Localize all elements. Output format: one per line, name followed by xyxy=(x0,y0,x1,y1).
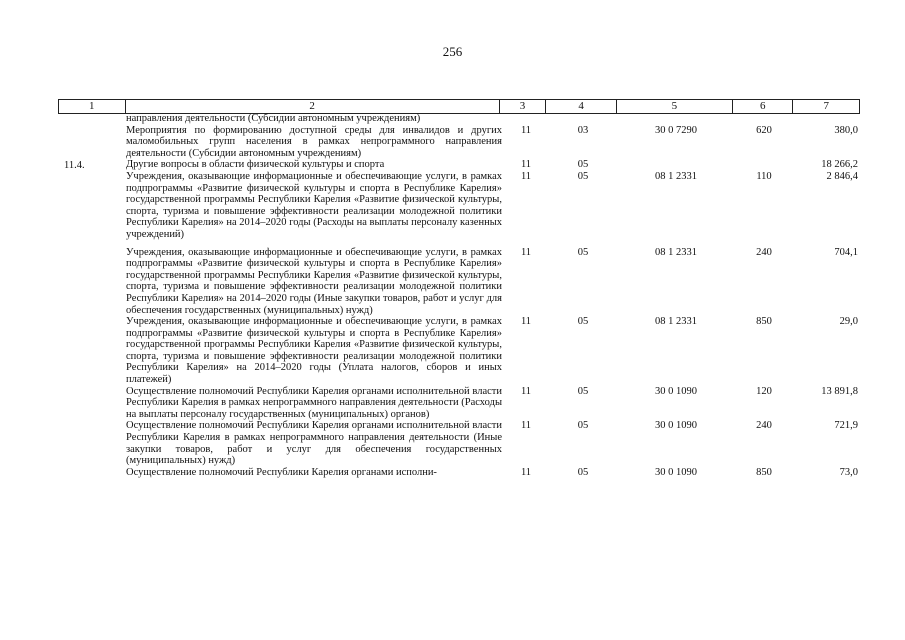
row-target-article: 30 0 7290 xyxy=(655,124,697,136)
row-expense-type: 240 xyxy=(756,246,772,258)
row-number xyxy=(0,316,126,386)
row-expense-type: 240 xyxy=(756,420,772,432)
header-cell-3: 3 xyxy=(500,100,547,113)
row-description: Осуществление полномочий Республики Карелия органами исполни- xyxy=(126,466,437,478)
row-expense-type xyxy=(734,113,794,125)
row-target-article: 08 1 2331 xyxy=(655,316,697,328)
row-number xyxy=(0,247,126,317)
row-amount: 18 266,2 xyxy=(821,159,858,171)
row-description: направления деятельности (Субсидии автономным учреждениям) xyxy=(126,113,421,124)
row-expense-type: 850 xyxy=(756,466,772,478)
row-amount: 721,9 xyxy=(834,420,858,432)
row-target-article xyxy=(618,113,734,125)
row-section: 11 xyxy=(520,159,532,171)
row-target-article: 30 0 1090 xyxy=(655,420,697,432)
row-amount: 73,0 xyxy=(839,466,858,478)
header-cell-4: 4 xyxy=(546,100,616,113)
page-number: 256 xyxy=(442,44,463,59)
row-number xyxy=(0,420,126,466)
table-row xyxy=(0,420,905,466)
row-subsection xyxy=(548,113,618,125)
row-expense-type: 620 xyxy=(756,124,772,136)
row-section: 11 xyxy=(520,316,532,328)
table-header xyxy=(58,99,860,114)
row-amount xyxy=(794,113,858,125)
table-row xyxy=(0,171,905,241)
row-amount: 2 846,4 xyxy=(826,170,858,182)
row-amount: 704,1 xyxy=(834,246,858,258)
row-number: 11.4. xyxy=(64,160,85,172)
table-body xyxy=(0,113,905,478)
row-amount: 13 891,8 xyxy=(821,385,858,397)
table-row xyxy=(0,467,905,479)
row-target-article: 08 1 2331 xyxy=(655,246,697,258)
row-target-article: 30 0 1090 xyxy=(655,385,697,397)
table-row xyxy=(0,125,905,160)
table-row xyxy=(0,247,905,317)
row-section: 11 xyxy=(520,385,532,397)
row-target-article xyxy=(618,159,734,171)
table-row xyxy=(0,316,905,386)
header-cell-5: 5 xyxy=(617,100,733,113)
row-expense-type: 110 xyxy=(756,170,772,182)
table-row xyxy=(0,159,905,171)
row-amount: 29,0 xyxy=(839,316,858,328)
row-section: 11 xyxy=(520,420,532,432)
row-section: 11 xyxy=(520,246,532,258)
row-section: 11 xyxy=(520,170,532,182)
row-subsection: 05 xyxy=(577,246,589,258)
row-target-article: 08 1 2331 xyxy=(655,170,697,182)
row-subsection: 05 xyxy=(577,420,589,432)
row-number xyxy=(0,125,126,160)
row-subsection: 05 xyxy=(577,385,589,397)
row-subsection: 05 xyxy=(577,466,589,478)
row-number xyxy=(0,113,126,125)
row-section: 11 xyxy=(520,124,532,136)
row-subsection: 05 xyxy=(577,170,589,182)
row-description: Осуществление полномочий Республики Карелия органами исполнительной власти Республики Карелия в рамках непрограммного направления деятельности (Расходы на выплаты персоналу государственных (муниципальных) органов) xyxy=(126,385,502,420)
header-cell-1: 1 xyxy=(59,100,126,113)
row-description: Мероприятия по формированию доступной среды для инвалидов и других маломобильных групп населения в рамках непрограммного направления деятельности (Субсидии автономным учреждениям) xyxy=(126,124,502,159)
table-row xyxy=(0,113,905,125)
row-expense-type: 120 xyxy=(756,385,772,397)
row-subsection: 05 xyxy=(577,159,589,171)
row-subsection: 03 xyxy=(577,124,589,136)
row-description: Учреждения, оказывающие информационные и обеспечивающие услуги, в рамках подпрограммы «Развитие физической культуры и спорта в Республике Карелия» государственной программы Республики Карелия «Развитие физической культуры, спорта, туризма и повышение эффективности реализации молодежной политики Республики Карелия» на 2014–2020 годы (Иные закупки товаров, работ и услуг для обеспечения государственных (муниципальных) нужд) xyxy=(126,246,502,316)
header-cell-2: 2 xyxy=(126,100,500,113)
row-target-article: 30 0 1090 xyxy=(655,466,697,478)
row-description: Учреждения, оказывающие информационные и обеспечивающие услуги, в рамках подпрограммы «Развитие физической культуры и спорта в Республике Карелия» государственной программы Республики Карелия «Развитие физической культуры, спорта, туризма и повышение эффективности реализации молодежной политики Республики Карелия» на 2014–2020 годы (Уплата налогов, сборов и иных платежей) xyxy=(126,316,502,386)
row-description: Осуществление полномочий Республики Карелия органами исполнительной власти Республики Карелия в рамках непрограммного направления деятельности (Иные закупки товаров, работ и услуг для обеспечения государственных (муниципальных) нужд) xyxy=(126,420,502,467)
header-cell-6: 6 xyxy=(733,100,794,113)
row-subsection: 05 xyxy=(577,316,589,328)
row-description: Учреждения, оказывающие информационные и обеспечивающие услуги, в рамках подпрограммы «Развитие физической культуры и спорта в Республике Карелия» государственной программы Республики Карелия «Развитие физической культуры, спорта, туризма и повышение эффективности реализации молодежной политики Республики Карелия» на 2014–2020 годы (Расходы на выплаты персоналу казенных учреждений) xyxy=(126,170,502,240)
row-section: 11 xyxy=(520,466,532,478)
row-description: Другие вопросы в области физической культуры и спорта xyxy=(126,159,385,171)
row-number xyxy=(0,386,126,421)
row-expense-type: 850 xyxy=(756,316,772,328)
row-section xyxy=(504,113,548,125)
header-cell-7: 7 xyxy=(823,100,829,112)
row-number xyxy=(0,467,126,479)
row-amount: 380,0 xyxy=(834,124,858,136)
row-expense-type xyxy=(734,159,794,171)
row-number xyxy=(0,171,126,241)
table-row xyxy=(0,386,905,421)
